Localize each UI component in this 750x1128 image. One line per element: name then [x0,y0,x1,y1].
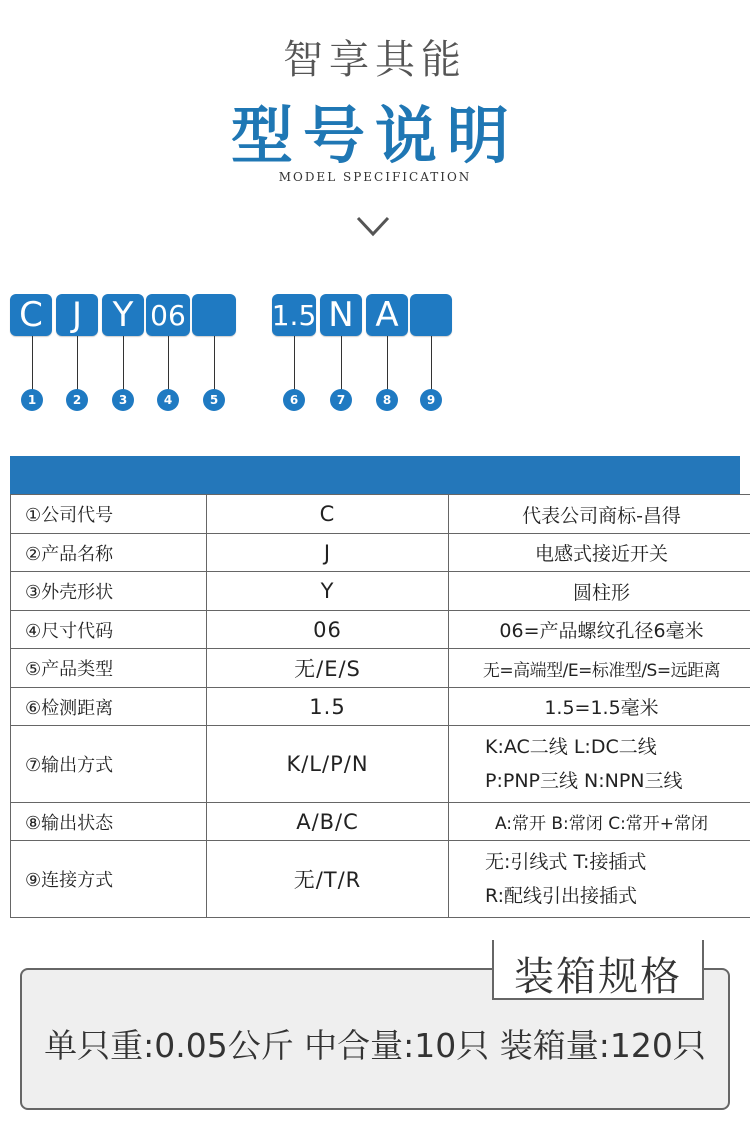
row-desc [449,726,750,803]
row-name: ③外壳形状 [11,572,207,611]
code-box-3: Y [102,294,144,336]
packing-label: 装箱规格 [514,954,682,1000]
code-box-5 [192,294,236,336]
row-name: ⑤产品类型 [11,649,207,688]
subtitle: 智享其能 [283,37,467,83]
number-badge-3: 3 [112,389,134,411]
page-title: 型号说明 [230,99,519,172]
row-code: Y [207,572,449,611]
row-code: 06 [207,611,449,649]
row-code: A/B/C [207,803,449,841]
connector-line-6 [294,336,295,390]
connector-line-9 [431,336,432,390]
row-desc: 1.5=1.5毫米 [449,688,750,726]
table-row [11,726,750,803]
table-row [11,841,750,918]
code-box-2: J [56,294,98,336]
row-desc-line: K:AC二线 L:DC二线 [485,736,657,758]
table-row [11,572,750,611]
row-code: C [207,495,449,534]
row-desc: 电感式接近开关 [449,534,750,572]
connector-line-3 [123,336,124,390]
row-desc: A:常开 B:常闭 C:常开+常闭 [449,803,750,841]
row-desc-line: P:PNP三线 N:NPN三线 [485,770,683,792]
english-title: MODEL SPECIFICATION [278,170,472,184]
row-code: 1.5 [207,688,449,726]
table-row [11,803,750,841]
code-box-8: A [366,294,408,336]
code-box-7: N [320,294,362,336]
row-desc: 06=产品螺纹孔径6毫米 [449,611,750,649]
spec-table [10,494,750,918]
row-name: ②产品名称 [11,534,207,572]
code-box-1: C [10,294,52,336]
row-name: ⑦输出方式 [11,726,207,803]
row-code: 无/T/R [207,841,449,918]
number-badge-9: 9 [420,389,442,411]
table-row [11,534,750,572]
row-name: ④尺寸代码 [11,611,207,649]
connector-line-2 [77,336,78,390]
number-badge-2: 2 [66,389,88,411]
chevron-down-icon [355,212,391,242]
number-badge-1: 1 [21,389,43,411]
connector-line-4 [168,336,169,390]
connector-line-1 [32,336,33,390]
packing-info: 单只重:0.05公斤 中合量:10只 装箱量:120只 [44,1026,706,1065]
number-badge-8: 8 [376,389,398,411]
number-badge-6: 6 [283,389,305,411]
row-code: J [207,534,449,572]
row-name: ⑧输出状态 [11,803,207,841]
connector-line-5 [214,336,215,390]
number-badge-7: 7 [330,389,352,411]
row-desc-line: R:配线引出接插式 [485,885,638,907]
row-name: ⑨连接方式 [11,841,207,918]
table-row [11,688,750,726]
row-desc: 代表公司商标-昌得 [449,495,750,534]
row-code: 无/E/S [207,649,449,688]
table-header-bar [10,456,740,494]
connector-line-8 [387,336,388,390]
code-box-9 [410,294,452,336]
row-desc: 圆柱形 [449,572,750,611]
table-row [11,611,750,649]
table-row [11,495,750,534]
row-desc-line: 无:引线式 T:接插式 [485,851,647,873]
number-badge-5: 5 [203,389,225,411]
number-badge-4: 4 [157,389,179,411]
table-row [11,649,750,688]
connector-line-7 [341,336,342,390]
row-name: ①公司代号 [11,495,207,534]
code-box-6: 1.5 [272,294,316,336]
row-code: K/L/P/N [207,726,449,803]
row-desc [449,841,750,918]
code-box-4: 06 [146,294,190,336]
row-desc: 无=高端型/E=标准型/S=远距离 [449,649,750,688]
row-name: ⑥检测距离 [11,688,207,726]
